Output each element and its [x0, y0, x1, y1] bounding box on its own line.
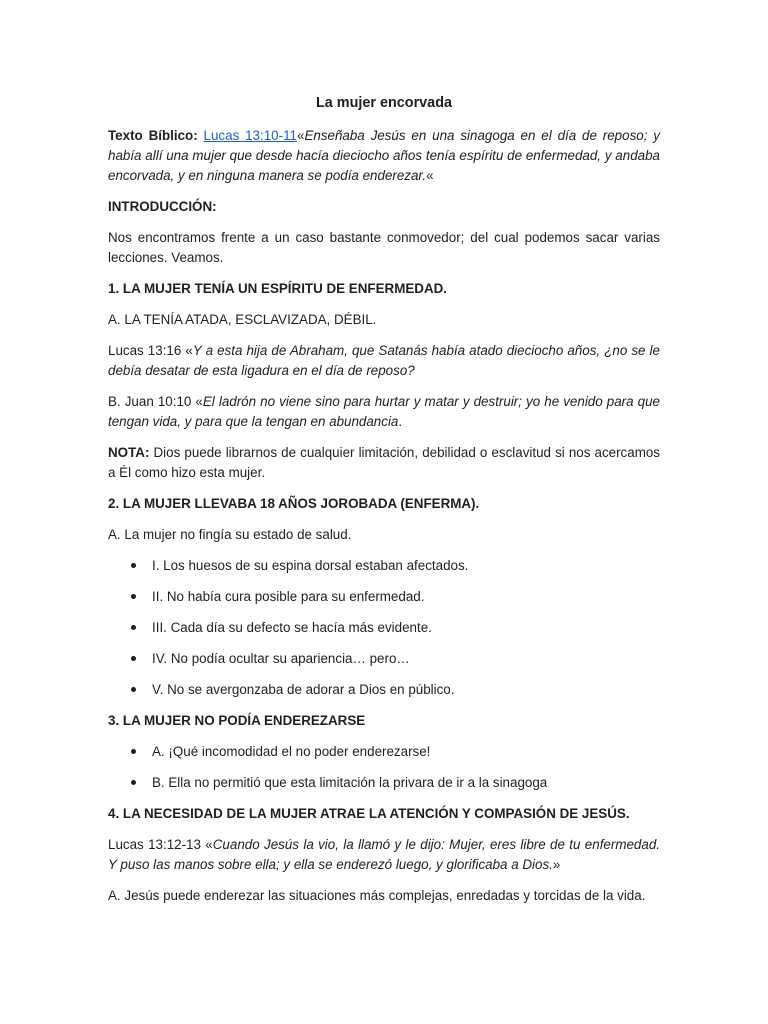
list-item: A. ¡Qué incomodidad el no poder enderezarse! — [152, 742, 660, 762]
document-title: La mujer encorvada — [316, 95, 452, 111]
list-item: B. Ella no permitió que esta limitación la privara de ir a la sinagoga — [152, 773, 660, 793]
list-item: III. Cada día su defecto se hacía más evidente. — [152, 618, 660, 638]
john-end: . — [398, 414, 403, 429]
list-item: I. Los huesos de su espina dorsal estaban afectados. — [152, 556, 660, 576]
intro-text: Nos encontramos frente a un caso bastante conmovedor; del cual podemos sacar varias lecciones. Veamos. — [108, 230, 660, 265]
section-4-point-a: A. Jesús puede enderezar las situaciones más complejas, enredadas y torcidas de la vida. — [108, 888, 646, 903]
close-quote: « — [426, 168, 434, 183]
luke-13-12-ref: Lucas 13:12-13 « — [108, 837, 213, 852]
nota-paragraph — [108, 443, 660, 483]
section-2-heading: 2. LA MUJER LLEVABA 18 AÑOS JOROBADA (ENFERMA). — [108, 496, 480, 511]
nota-label: NOTA: — [108, 445, 150, 460]
section-2-bullet-list — [108, 556, 660, 700]
section-1-heading: 1. LA MUJER TENÍA UN ESPÍRITU DE ENFERMEDAD. — [108, 281, 448, 296]
luke-13-16-quote: Y a esta hija de Abraham, que Satanás había atado dieciocho años, ¿no se le debía desatar de esta ligadura en el día de reposo? — [108, 343, 660, 378]
section-3-bullet-list — [108, 742, 660, 793]
list-item: IV. No podía ocultar su apariencia… pero… — [152, 649, 660, 669]
section-4-luke-paragraph — [108, 835, 660, 875]
intro-heading: INTRODUCCIÓN: — [108, 199, 217, 214]
john-10-10-ref: B. Juan 10:10 « — [108, 394, 203, 409]
nota-text: Dios puede librarnos de cualquier limitación, debilidad o esclavitud si nos acercamos a Él como hizo esta mujer. — [108, 445, 660, 480]
luke-close-quote: » — [552, 857, 561, 872]
section-4-heading: 4. LA NECESIDAD DE LA MUJER ATRAE LA ATENCIÓN Y COMPASIÓN DE JESÚS. — [108, 806, 630, 821]
texto-label: Texto Bíblico: — [108, 128, 198, 143]
section-1-point-b — [108, 392, 660, 432]
texto-biblico-paragraph — [108, 126, 660, 186]
luke-13-12-quote: Cuando Jesús la vio, la llamó y le dijo: Mujer, eres libre de tu enfermedad. Y puso las manos sobre ella; y ella se enderezó luego, y glorificaba a Dios. — [108, 837, 660, 872]
scripture-link[interactable]: Lucas 13:10-11 — [203, 128, 297, 143]
section-3-heading: 3. LA MUJER NO PODÍA ENDEREZARSE — [108, 713, 366, 728]
scripture-quote: Enseñaba Jesús en una sinagoga en el día de reposo; y había allí una mujer que desde hacía dieciocho años tenía espíritu de enfermedad, y andaba encorvada, y en ninguna manera se podía enderezar. — [108, 128, 660, 183]
list-item: V. No se avergonzaba de adorar a Dios en público. — [152, 680, 660, 700]
list-item: II. No había cura posible para su enfermedad. — [152, 587, 660, 607]
john-10-10-quote: El ladrón no viene sino para hurtar y matar y destruir; yo he venido para que tengan vida, y para que la tengan en abundancia — [108, 394, 660, 429]
open-quote: « — [296, 128, 305, 143]
luke-13-16-ref: Lucas 13:16 « — [108, 343, 193, 358]
section-2-point-a: A. La mujer no fingía su estado de salud. — [108, 527, 352, 542]
section-1-luke-paragraph — [108, 341, 660, 381]
section-1-point-a: A. LA TENÍA ATADA, ESCLAVIZADA, DÉBIL. — [108, 312, 377, 327]
